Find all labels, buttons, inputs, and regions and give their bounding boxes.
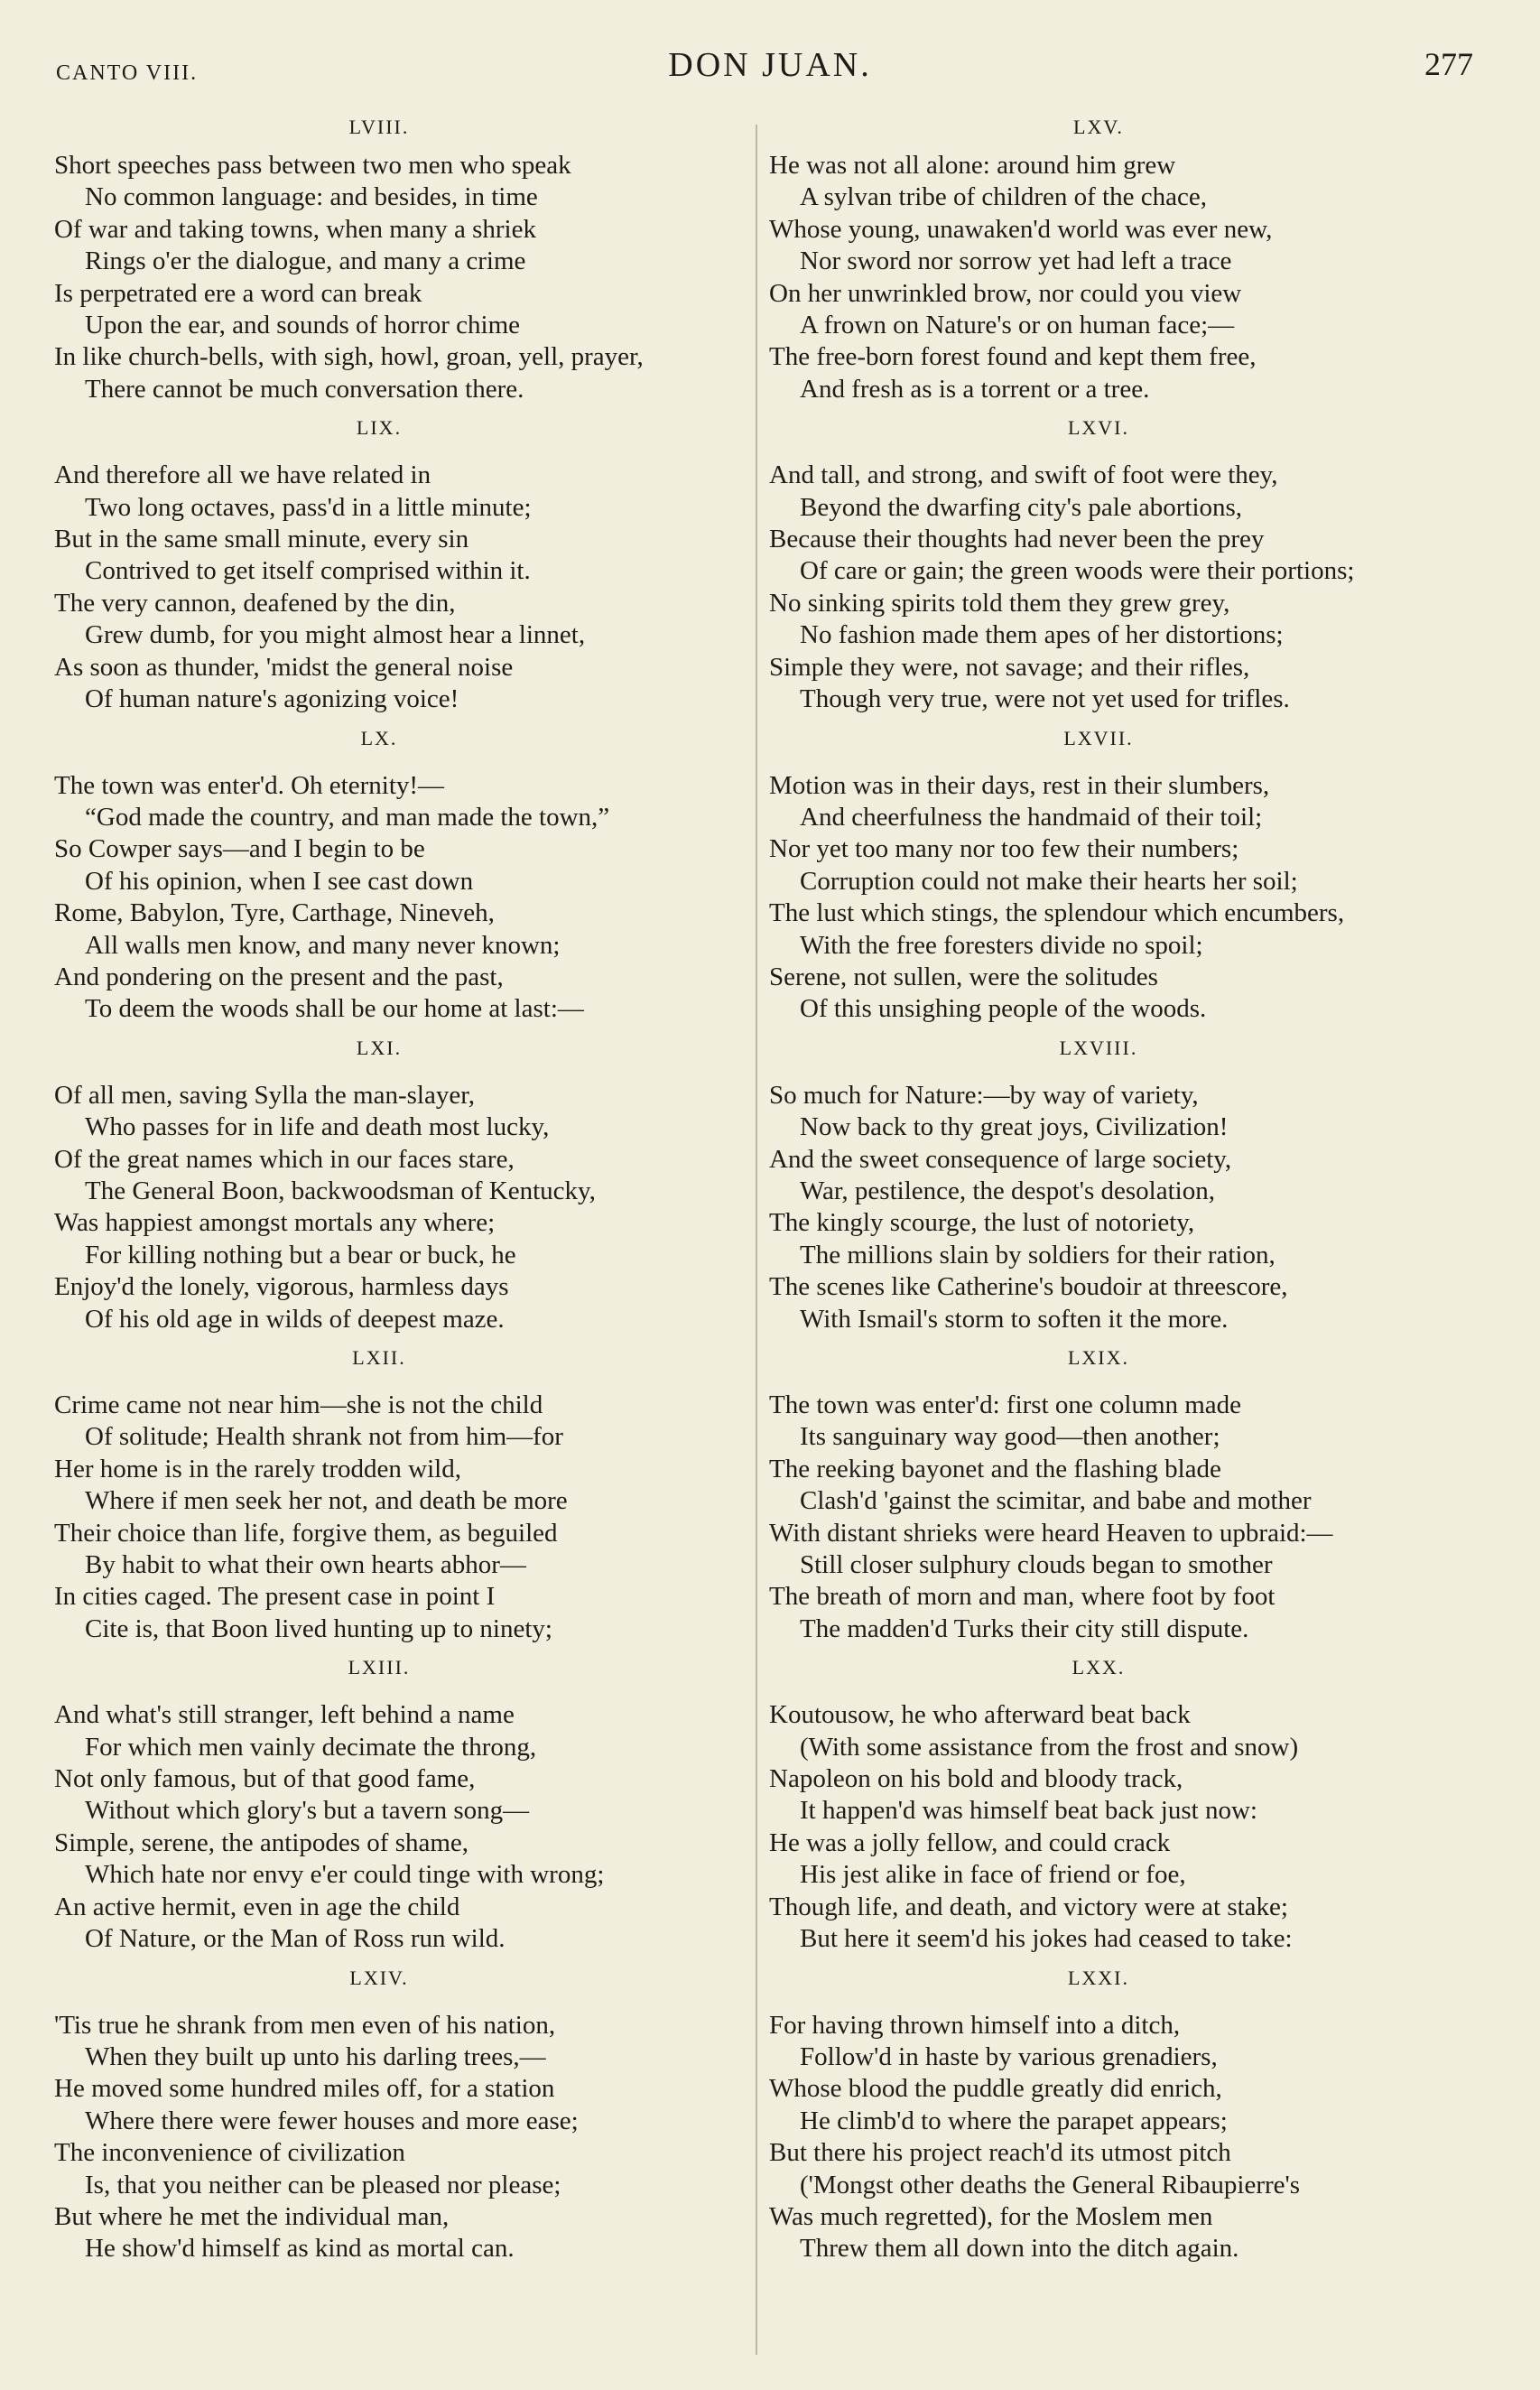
verse-line: Its sanguinary way good—then another; xyxy=(800,1422,1220,1452)
verse-line: Threw them all down into the ditch again. xyxy=(800,2234,1239,2264)
verse-line: Serene, not sullen, were the solitudes xyxy=(769,962,1158,991)
verse-line: Napoleon on his bold and bloody track, xyxy=(769,1764,1183,1794)
verse-line: Of this unsighing people of the woods. xyxy=(800,994,1207,1024)
verse-line: Of Nature, or the Man of Ross run wild. xyxy=(85,1924,506,1954)
verse-line: In cities caged. The present case in point I xyxy=(54,1582,496,1612)
verse-line: He was not all alone: around him grew xyxy=(769,151,1176,180)
verse-line: Rings o'er the dialogue, and many a crime xyxy=(85,246,526,276)
stanza-number: LXIII. xyxy=(348,1656,411,1679)
verse-line: 'Tis true he shrank from men even of his nation, xyxy=(54,2010,556,2040)
stanza-number: LVIII. xyxy=(348,116,410,138)
verse-line: So much for Nature:—by way of variety, xyxy=(769,1080,1199,1110)
stanza xyxy=(769,1956,1491,2265)
verse-line: The millions slain by soldiers for their ration, xyxy=(800,1240,1276,1269)
verse-line: Two long octaves, pass'd in a little minute; xyxy=(85,492,532,522)
verse-line: Of the great names which in our faces stare, xyxy=(54,1144,515,1174)
verse-line: It happen'd was himself beat back just now: xyxy=(800,1796,1257,1826)
verse-line: A frown on Nature's or on human face;— xyxy=(800,311,1235,340)
verse-line: Upon the ear, and sounds of horror chime xyxy=(85,311,521,340)
verse-line: An active hermit, even in age the child xyxy=(54,1892,460,1921)
verse-line: He moved some hundred miles off, for a station xyxy=(54,2074,555,2104)
verse-line: Where if men seek her not, and death be more xyxy=(85,1486,568,1516)
verse-line: Corruption could not make their hearts her soil; xyxy=(800,866,1298,896)
verse-line: Motion was in their days, rest in their slumbers, xyxy=(769,770,1270,800)
stanza-number: LXVIII. xyxy=(1059,1036,1138,1059)
verse-line: Of care or gain; the green woods were their portions; xyxy=(800,556,1355,586)
verse-line: Not only famous, but of that good fame, xyxy=(54,1764,476,1794)
verse-line: But there his project reach'd its utmost pitch xyxy=(769,2138,1231,2168)
stanza xyxy=(54,1026,776,1335)
verse-line: Clash'd 'gainst the scimitar, and babe and mother xyxy=(800,1486,1312,1516)
verse-line: For having thrown himself into a ditch, xyxy=(769,2010,1181,2040)
verse-line: When they built up unto his darling trees,— xyxy=(85,2041,546,2071)
verse-line: Which hate nor envy e'er could tinge with wrong; xyxy=(85,1860,605,1890)
verse-line: No sinking spirits told them they grew grey, xyxy=(769,588,1230,618)
right-column xyxy=(769,114,1491,2265)
verse-line: The breath of morn and man, where foot by foot xyxy=(769,1582,1276,1612)
verse-line: Because their thoughts had never been the prey xyxy=(769,525,1265,554)
verse-line: But here it seem'd his jokes had ceased to take: xyxy=(800,1924,1293,1954)
verse-line: “God made the country, and man made the town,” xyxy=(85,802,610,832)
verse-line: Is, that you neither can be pleased nor please; xyxy=(85,2170,561,2199)
stanza xyxy=(54,114,776,405)
verse-line: Nor sword nor sorrow yet had left a trace xyxy=(800,246,1232,276)
stanza xyxy=(769,1645,1491,1955)
verse-line: So Cowper says—and I begin to be xyxy=(54,834,425,864)
verse-line: And pondering on the present and the past, xyxy=(54,962,504,991)
verse-line: Cite is, that Boon lived hunting up to ninety; xyxy=(85,1613,552,1643)
verse-line: No fashion made them apes of her distortions; xyxy=(800,620,1284,650)
stanza-number: LXXI. xyxy=(1067,1966,1130,1989)
verse-line: Enjoy'd the lonely, vigorous, harmless days xyxy=(54,1272,509,1302)
stanza-number: LX. xyxy=(360,726,398,749)
verse-line: The reeking bayonet and the flashing blade xyxy=(769,1454,1221,1483)
verse-line: The town was enter'd. Oh eternity!— xyxy=(54,770,445,800)
verse-line: Was much regretted), for the Moslem men xyxy=(769,2201,1213,2231)
verse-line: No common language: and besides, in time xyxy=(85,182,538,212)
verse-line: Rome, Babylon, Tyre, Carthage, Nineveh, xyxy=(54,898,495,928)
verse-line: But in the same small minute, every sin xyxy=(54,525,469,554)
verse-line: The scenes like Catherine's boudoir at threescore, xyxy=(769,1272,1288,1302)
stanza xyxy=(54,716,776,1026)
page-number: 277 xyxy=(1424,46,1473,82)
verse-line: Though very true, were not yet used for trifles. xyxy=(800,684,1290,714)
stanza-number: LXX. xyxy=(1072,1656,1126,1679)
verse-line: As soon as thunder, 'midst the general noise xyxy=(54,652,514,682)
verse-line: But where he met the individual man, xyxy=(54,2201,450,2231)
verse-line: Of solitude; Health shrank not from him—for xyxy=(85,1422,563,1452)
verse-line: On her unwrinkled brow, nor could you view xyxy=(769,278,1242,308)
stanza xyxy=(769,114,1491,405)
verse-line: And the sweet consequence of large society, xyxy=(769,1144,1232,1174)
verse-line: The free-born forest found and kept them free, xyxy=(769,342,1257,372)
verse-line: Simple, serene, the antipodes of shame, xyxy=(54,1827,469,1857)
verse-line: And cheerfulness the handmaid of their toil; xyxy=(800,802,1263,832)
verse-line: He show'd himself as kind as mortal can. xyxy=(85,2234,515,2264)
verse-line: The town was enter'd: first one column made xyxy=(769,1390,1242,1419)
verse-line: With Ismail's storm to soften it the more. xyxy=(800,1304,1229,1334)
left-column xyxy=(54,114,776,2265)
stanza-number: LXI. xyxy=(356,1036,403,1059)
verse-line: War, pestilence, the despot's desolation, xyxy=(800,1176,1215,1205)
verse-line: Of human nature's agonizing voice! xyxy=(85,684,459,714)
verse-line: The inconvenience of civilization xyxy=(54,2138,405,2168)
verse-line: Follow'd in haste by various grenadiers, xyxy=(800,2041,1218,2071)
verse-line: With the free foresters divide no spoil; xyxy=(800,930,1203,960)
stanza xyxy=(769,716,1491,1026)
verse-line: He was a jolly fellow, and could crack xyxy=(769,1827,1171,1857)
stanza-number: LIX. xyxy=(356,416,403,440)
verse-line: Is perpetrated ere a word can break xyxy=(54,278,422,308)
verse-line: Of all men, saving Sylla the man-slayer, xyxy=(54,1080,475,1110)
verse-line: The very cannon, deafened by the din, xyxy=(54,588,456,618)
verse-line: Nor yet too many nor too few their numbers; xyxy=(769,834,1239,864)
verse-line: Who passes for in life and death most lucky, xyxy=(85,1112,550,1142)
verse-line: And fresh as is a torrent or a tree. xyxy=(800,374,1150,404)
stanza-number: LXVII. xyxy=(1063,726,1134,749)
verse-line: Their choice than life, forgive them, as beguiled xyxy=(54,1518,558,1548)
verse-line: Of his old age in wilds of deepest maze. xyxy=(85,1304,505,1334)
stanza xyxy=(54,1645,776,1955)
verse-line: He climb'd to where the parapet appears; xyxy=(800,2106,1228,2135)
stanza xyxy=(769,1335,1491,1645)
verse-line: For which men vainly decimate the throng, xyxy=(85,1732,537,1762)
stanza xyxy=(54,1335,776,1645)
canto-label: CANTO VIII. xyxy=(56,61,199,85)
verse-line: Where there were fewer houses and more ease; xyxy=(85,2106,579,2135)
verse-line: The lust which stings, the splendour which encumbers, xyxy=(769,898,1345,928)
verse-line: Whose blood the puddle greatly did enrich, xyxy=(769,2074,1222,2104)
verse-line: Without which glory's but a tavern song— xyxy=(85,1796,530,1826)
verse-line: Short speeches pass between two men who speak xyxy=(54,151,571,180)
stanza-number: LXII. xyxy=(352,1346,406,1369)
verse-line: With distant shrieks were heard Heaven to upbraid:— xyxy=(769,1518,1333,1548)
stanza-number: LXIX. xyxy=(1067,1346,1130,1369)
verse-line: Was happiest amongst mortals any where; xyxy=(54,1208,496,1238)
verse-line: Still closer sulphury clouds began to smother xyxy=(800,1550,1273,1580)
verse-line: Grew dumb, for you might almost hear a linnet, xyxy=(85,620,586,650)
verse-line: The kingly scourge, the lust of notoriety, xyxy=(769,1208,1195,1238)
verse-line: Her home is in the rarely trodden wild, xyxy=(54,1454,461,1483)
verse-line: The General Boon, backwoodsman of Kentucky, xyxy=(85,1176,596,1205)
verse-line: By habit to what their own hearts abhor— xyxy=(85,1550,526,1580)
column-divider xyxy=(756,125,757,2355)
verse-line: His jest alike in face of friend or foe, xyxy=(800,1860,1186,1890)
verse-line: All walls men know, and many never known; xyxy=(85,930,561,960)
page-title: DON JUAN. xyxy=(668,46,872,84)
verse-line: To deem the woods shall be our home at last:— xyxy=(85,994,584,1024)
verse-line: The madden'd Turks their city still dispute. xyxy=(800,1613,1249,1643)
verse-line: And what's still stranger, left behind a name xyxy=(54,1700,515,1730)
stanza xyxy=(54,1956,776,2265)
stanza xyxy=(769,405,1491,715)
verse-line: Koutousow, he who afterward beat back xyxy=(769,1700,1191,1730)
verse-line: Simple they were, not savage; and their rifles, xyxy=(769,652,1250,682)
verse-line: Crime came not near him—she is not the child xyxy=(54,1390,543,1419)
verse-line: A sylvan tribe of children of the chace, xyxy=(800,182,1207,212)
stanza-number: LXVI. xyxy=(1067,416,1130,440)
verse-line: Of his opinion, when I see cast down xyxy=(85,866,474,896)
verse-line: Though life, and death, and victory were at stake; xyxy=(769,1892,1288,1921)
verse-line: Now back to thy great joys, Civilization! xyxy=(800,1112,1229,1142)
stanza-number: LXV. xyxy=(1073,116,1124,138)
verse-line: Beyond the dwarfing city's pale abortions, xyxy=(800,492,1243,522)
verse-line: Of war and taking towns, when many a shriek xyxy=(54,214,536,244)
verse-line: In like church-bells, with sigh, howl, groan, yell, prayer, xyxy=(54,342,644,372)
verse-line: For killing nothing but a bear or buck, he xyxy=(85,1240,516,1269)
verse-line: Contrived to get itself comprised within it. xyxy=(85,556,531,586)
verse-line: And therefore all we have related in xyxy=(54,460,431,490)
verse-line: There cannot be much conversation there. xyxy=(85,374,524,404)
stanza-number: LXIV. xyxy=(349,1966,409,1989)
verse-line: Whose young, unawaken'd world was ever new, xyxy=(769,214,1273,244)
verse-line: ('Mongst other deaths the General Ribaupierre's xyxy=(800,2170,1301,2199)
verse-line: And tall, and strong, and swift of foot were they, xyxy=(769,460,1278,490)
page-header xyxy=(0,42,1540,96)
stanza xyxy=(769,1026,1491,1335)
verse-line: (With some assistance from the frost and snow) xyxy=(800,1732,1299,1762)
stanza xyxy=(54,405,776,715)
